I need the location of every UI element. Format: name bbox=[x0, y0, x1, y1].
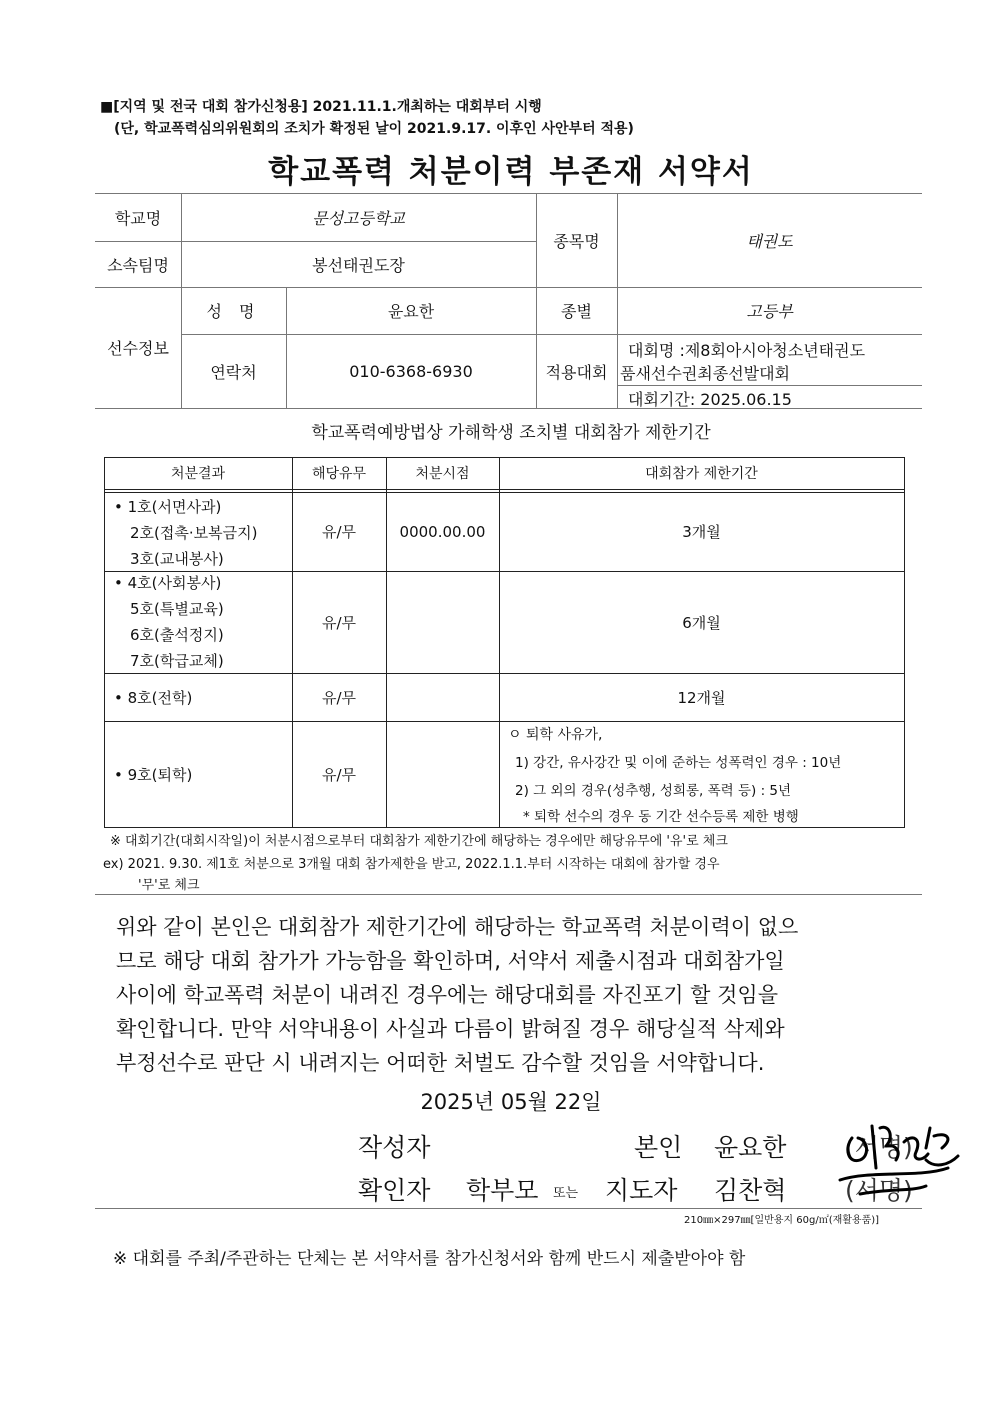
pledge-line: 부정선수로 판단 시 내려지는 어떠한 처벌도 감수할 것임을 서약합니다. bbox=[116, 1051, 765, 1075]
contact-value: 010-6368-6930 bbox=[349, 361, 473, 381]
writer-label: 작성자 bbox=[358, 1133, 431, 1162]
col-header-date: 처분시점 bbox=[415, 466, 470, 482]
pledge-text bbox=[116, 910, 916, 1080]
expulsion-note-line: 1) 강간, 유사강간 및 이에 준하는 성폭력인 경우 : 10년 bbox=[515, 755, 842, 771]
pledge-line: 므로 해당 대회 참가가 가능함을 확인하며, 서약서 제출시점과 대회참가일 bbox=[116, 949, 785, 973]
paper-spec: 210㎜×297㎜[일반용지 60g/㎡(재활용품)] bbox=[684, 1215, 880, 1226]
pledge-line: 사이에 학교폭력 처분이 내려진 경우에는 해당대회를 자진포기 할 것임을 bbox=[116, 983, 778, 1007]
or-label: 또는 bbox=[553, 1186, 579, 1201]
measure-item: 2호(접촉·보복금지) bbox=[130, 524, 258, 542]
expulsion-note-line: 2) 그 외의 경우(성추행, 성희롱, 폭력 등) : 5년 bbox=[515, 783, 792, 799]
footer-note: ※ 대회를 주최/주관하는 단체는 본 서약서를 참가신청서와 함께 반드시 제출받아야 함 bbox=[113, 1249, 746, 1269]
restriction-title: 학교폭력예방법상 가해학생 조치별 대회참가 제한기간 bbox=[311, 423, 711, 443]
applicable-value: 유/무 bbox=[321, 765, 357, 784]
restriction-period: 3개월 bbox=[682, 523, 721, 541]
disposition-date: 0000.00.00 bbox=[399, 522, 486, 541]
handwritten-signature bbox=[830, 1108, 970, 1208]
coach-label: 지도자 bbox=[605, 1176, 678, 1205]
division-label: 종별 bbox=[561, 302, 592, 321]
disposition-date bbox=[386, 721, 499, 827]
disposition-date bbox=[386, 673, 499, 721]
measure-item: 3호(교내봉사) bbox=[130, 550, 224, 568]
restriction-note-3: '무'로 체크 bbox=[138, 878, 200, 893]
measure-item: 7호(학급교체) bbox=[130, 652, 224, 670]
restriction-period: 12개월 bbox=[677, 688, 726, 707]
measure-item: • 9호(퇴학) bbox=[114, 765, 193, 784]
confirmer-label: 확인자 bbox=[358, 1176, 431, 1205]
school-value: 문성고등학교 bbox=[312, 208, 405, 228]
contact-label: 연락처 bbox=[210, 362, 257, 382]
writer-name: 윤요한 bbox=[714, 1133, 787, 1162]
pledge-line: 확인합니다. 만약 서약내용이 사실과 다름이 밝혀질 경우 해당실적 삭제와 bbox=[116, 1017, 785, 1041]
pledge-date: 2025년 05월 22일 bbox=[420, 1090, 602, 1114]
tournament-name-line-2: 품새선수권최종선발대회 bbox=[620, 364, 791, 383]
event-value: 태권도 bbox=[746, 231, 793, 251]
school-label: 학교명 bbox=[114, 208, 162, 228]
measure-item: 5호(특별교육) bbox=[130, 600, 224, 618]
measure-item: • 8호(전학) bbox=[114, 688, 193, 707]
team-value: 봉선태권도장 bbox=[312, 255, 405, 275]
expulsion-note-line: * 퇴학 선수의 경우 동 기간 선수등록 제한 병행 bbox=[523, 809, 799, 825]
expulsion-note-line: ㅇ 퇴학 사유가, bbox=[508, 727, 603, 743]
name-value: 윤요한 bbox=[387, 302, 435, 321]
self-label: 본인 bbox=[634, 1133, 683, 1162]
tournament-period: 대회기간: 2025.06.15 bbox=[628, 390, 792, 409]
applicable-value: 유/무 bbox=[321, 613, 357, 632]
name-label: 성 명 bbox=[206, 302, 261, 321]
coach-seal: (서명) bbox=[845, 1176, 913, 1205]
col-header-applicable: 해당유무 bbox=[311, 466, 367, 482]
division-value: 고등부 bbox=[746, 302, 793, 321]
measure-item: 6호(출석정지) bbox=[130, 626, 224, 644]
coach-name: 김찬혁 bbox=[714, 1176, 787, 1205]
applicable-value: 유/무 bbox=[321, 523, 357, 541]
document-title: 학교폭력 처분이력 부존재 서약서 bbox=[268, 154, 754, 190]
parent-label: 학부모 bbox=[466, 1176, 539, 1205]
player-info-label: 선수정보 bbox=[107, 339, 169, 358]
col-header-result: 처분결과 bbox=[170, 466, 226, 482]
applied-tournament-label: 적용대회 bbox=[545, 362, 608, 382]
notice-line-2: (단, 학교폭력심의위원회의 조치가 확정된 날이 2021.9.17. 이후인 사안부터 적용) bbox=[114, 121, 634, 137]
team-label: 소속팀명 bbox=[107, 255, 169, 275]
applicable-value: 유/무 bbox=[321, 688, 357, 707]
restriction-note-1: ※ 대회기간(대회시작일)이 처분시점으로부터 대회참가 제한기간에 해당하는 경우에만 해당유무에 '유'로 체크 bbox=[110, 834, 728, 849]
restriction-period: 6개월 bbox=[682, 613, 721, 632]
col-header-period: 대회참가 제한기간 bbox=[645, 466, 758, 482]
restriction-note-2: ex) 2021. 9.30. 제1호 처분으로 3개월 대회 참가제한을 받고, 2022.1.1.부터 시작하는 대회에 참가할 경우 bbox=[103, 857, 720, 872]
tournament-name-line-1: 대회명 :제8회아시아청소년태권도 bbox=[628, 341, 866, 360]
notice-line-1: ■[지역 및 전국 대회 참가신청용] 2021.11.1.개최하는 대회부터 시행 bbox=[100, 99, 542, 115]
writer-seal: (서명) bbox=[845, 1133, 913, 1162]
measure-item: • 4호(사회봉사) bbox=[114, 574, 222, 592]
measure-item: • 1호(서면사과) bbox=[114, 498, 222, 516]
event-label: 종목명 bbox=[553, 231, 600, 251]
disposition-date bbox=[386, 571, 499, 673]
pledge-line: 위와 같이 본인은 대회참가 제한기간에 해당하는 학교폭력 처분이력이 없으 bbox=[116, 915, 799, 939]
